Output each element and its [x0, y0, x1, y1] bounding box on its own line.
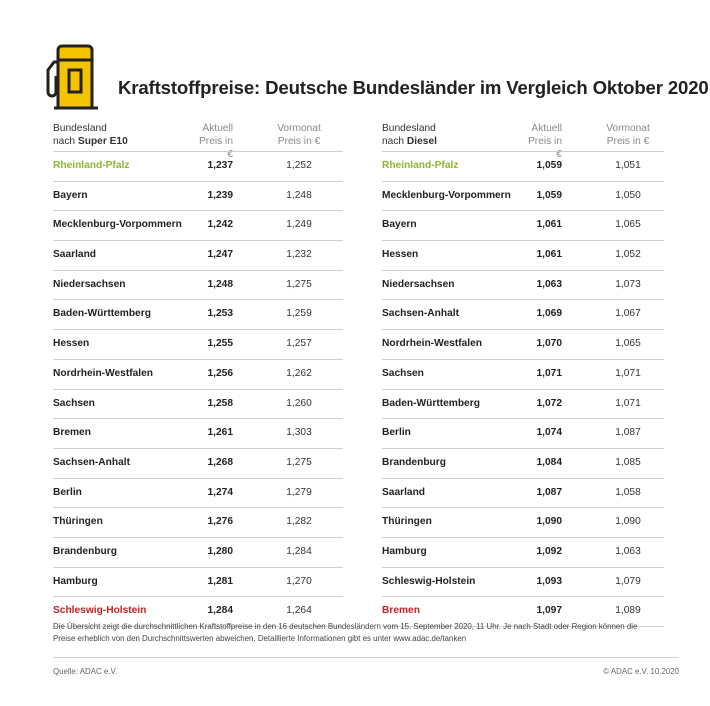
previous-price: 1,065: [615, 338, 641, 350]
previous-price: 1,051: [615, 160, 641, 171]
previous-price: 1,259: [286, 308, 312, 320]
header-label: Bundesland: [382, 123, 436, 134]
previous-price: 1,063: [615, 545, 641, 557]
state-name: Berlin: [382, 427, 411, 439]
previous-price: 1,073: [615, 278, 641, 290]
table-row: [53, 360, 343, 390]
table-row: [382, 211, 664, 241]
previous-price: 1,058: [615, 486, 641, 498]
table-row: [53, 538, 343, 568]
table-row: [53, 300, 343, 330]
previous-price: 1,089: [615, 605, 641, 617]
state-name: Rheinland-Pfalz: [382, 160, 459, 171]
table-row: [53, 241, 343, 271]
table-row: [382, 390, 664, 420]
current-price: 1,276: [207, 516, 233, 528]
state-name: Hamburg: [382, 545, 427, 557]
table-row: [382, 271, 664, 301]
current-price: 1,093: [536, 575, 562, 587]
state-name: Schleswig-Holstein: [53, 605, 147, 617]
state-name: Sachsen: [382, 367, 424, 379]
table-body: [53, 151, 343, 627]
state-name: Sachsen-Anhalt: [382, 308, 459, 320]
state-name: Baden-Württemberg: [382, 397, 480, 409]
table-row: [53, 508, 343, 538]
footnote: Die Übersicht zeigt die durchschnittlichen Kraftstoffpreise in den 16 deutschen Bundesländern vom 15. September 2020, 11 Uhr. Je nach Stadt oder Region können die Preise erheblich von den Durchschnittswerten abweichen. Detaillierte Informationen gibt es unter www.adac.de/tanken: [53, 622, 638, 644]
state-name: Rheinland-Pfalz: [53, 160, 130, 171]
table-row: [382, 568, 664, 598]
table-row: [53, 390, 343, 420]
previous-price: 1,050: [615, 189, 641, 201]
current-price: 1,247: [207, 249, 233, 261]
previous-price: 1,067: [615, 308, 641, 320]
previous-price: 1,270: [286, 575, 312, 587]
footer-divider: [53, 657, 679, 658]
state-name: Berlin: [53, 486, 82, 498]
previous-price: 1,257: [286, 338, 312, 350]
current-price: 1,072: [536, 397, 562, 409]
state-name: Mecklenburg-Vorpommern: [53, 219, 182, 231]
table-super-e10: [53, 122, 343, 617]
copyright-text: © ADAC e.V. 10.2020: [603, 667, 679, 676]
state-name: Brandenburg: [53, 545, 117, 557]
previous-price: 1,279: [286, 486, 312, 498]
header-label: Bundesland: [53, 123, 107, 134]
table-body: [382, 151, 664, 627]
current-price: 1,070: [536, 338, 562, 350]
state-name: Hessen: [382, 249, 419, 261]
current-price: 1,087: [536, 486, 562, 498]
header-label-fuel: nach Diesel: [382, 136, 437, 147]
state-name: Bayern: [382, 219, 417, 231]
header-label-fuel: nach Super E10: [53, 136, 128, 147]
column-header-vormonat: Vormonat Preis in €: [606, 123, 650, 147]
current-price: 1,261: [207, 427, 233, 439]
table-row: [382, 151, 664, 182]
column-header-bundesland: [382, 122, 437, 148]
current-price: 1,074: [536, 427, 562, 439]
table-row: [382, 479, 664, 509]
page-title: Kraftstoffpreise: Deutsche Bundesländer im Vergleich Oktober 2020: [118, 77, 709, 98]
current-price: 1,256: [207, 367, 233, 379]
table-row: [53, 449, 343, 479]
table-row: [53, 479, 343, 509]
current-price: 1,239: [207, 189, 233, 201]
previous-price: 1,262: [286, 367, 312, 379]
table-row: [382, 449, 664, 479]
header: [40, 40, 709, 114]
table-row: [53, 182, 343, 212]
previous-price: 1,090: [615, 516, 641, 528]
previous-price: 1,052: [615, 249, 641, 261]
table-row: [53, 330, 343, 360]
previous-price: 1,065: [615, 219, 641, 231]
state-name: Hessen: [53, 338, 90, 350]
previous-price: 1,087: [615, 427, 641, 439]
current-price: 1,061: [536, 219, 562, 231]
previous-price: 1,232: [286, 249, 312, 261]
current-price: 1,059: [536, 189, 562, 201]
table-row: [382, 182, 664, 212]
table-row: [53, 151, 343, 182]
state-name: Nordrhein-Westfalen: [382, 338, 482, 350]
state-name: Bremen: [382, 605, 420, 617]
table-row: [382, 300, 664, 330]
state-name: Niedersachsen: [382, 278, 455, 290]
previous-price: 1,275: [286, 456, 312, 468]
previous-price: 1,085: [615, 456, 641, 468]
table-diesel: [382, 122, 672, 617]
current-price: 1,284: [207, 605, 233, 617]
state-name: Thüringen: [53, 516, 103, 528]
current-price: 1,097: [536, 605, 562, 617]
table-row: [53, 419, 343, 449]
current-price: 1,090: [536, 516, 562, 528]
column-header-aktuell: Aktuell Preis in €: [528, 123, 562, 160]
previous-price: 1,248: [286, 189, 312, 201]
current-price: 1,253: [207, 308, 233, 320]
table-row: [382, 538, 664, 568]
state-name: Nordrhein-Westfalen: [53, 367, 153, 379]
table-header: [382, 122, 672, 160]
previous-price: 1,252: [286, 160, 312, 171]
state-name: Niedersachsen: [53, 278, 126, 290]
table-header: [53, 122, 343, 160]
current-price: 1,255: [207, 338, 233, 350]
current-price: 1,242: [207, 219, 233, 231]
state-name: Saarland: [53, 249, 97, 261]
table-row: [53, 568, 343, 598]
current-price: 1,063: [536, 278, 562, 290]
state-name: Sachsen-Anhalt: [53, 456, 130, 468]
current-price: 1,084: [536, 456, 562, 468]
current-price: 1,280: [207, 545, 233, 557]
table-row: [53, 271, 343, 301]
state-name: Hamburg: [53, 575, 98, 587]
state-name: Sachsen: [53, 397, 95, 409]
table-row: [53, 211, 343, 241]
previous-price: 1,284: [286, 545, 312, 557]
current-price: 1,258: [207, 397, 233, 409]
current-price: 1,248: [207, 278, 233, 290]
current-price: 1,268: [207, 456, 233, 468]
state-name: Mecklenburg-Vorpommern: [382, 189, 511, 201]
current-price: 1,059: [536, 160, 562, 171]
column-header-bundesland: [53, 122, 128, 148]
current-price: 1,069: [536, 308, 562, 320]
source-text: Quelle: ADAC e.V.: [53, 667, 118, 676]
previous-price: 1,249: [286, 219, 312, 231]
previous-price: 1,260: [286, 397, 312, 409]
table-row: [382, 330, 664, 360]
current-price: 1,281: [207, 575, 233, 587]
column-header-vormonat: Vormonat Preis in €: [277, 123, 321, 147]
state-name: Brandenburg: [382, 456, 446, 468]
state-name: Bremen: [53, 427, 91, 439]
column-header-aktuell: Aktuell Preis in €: [199, 123, 233, 160]
previous-price: 1,071: [615, 367, 641, 379]
previous-price: 1,079: [615, 575, 641, 587]
table-row: [382, 419, 664, 449]
state-name: Thüringen: [382, 516, 432, 528]
previous-price: 1,303: [286, 427, 312, 439]
state-name: Bayern: [53, 189, 88, 201]
state-name: Schleswig-Holstein: [382, 575, 476, 587]
current-price: 1,071: [536, 367, 562, 379]
previous-price: 1,071: [615, 397, 641, 409]
table-row: [382, 241, 664, 271]
fuel-pump-icon: [40, 40, 114, 114]
current-price: 1,237: [207, 160, 233, 171]
previous-price: 1,264: [286, 605, 312, 617]
table-row: [382, 360, 664, 390]
current-price: 1,061: [536, 249, 562, 261]
current-price: 1,092: [536, 545, 562, 557]
previous-price: 1,275: [286, 278, 312, 290]
state-name: Baden-Württemberg: [53, 308, 151, 320]
current-price: 1,274: [207, 486, 233, 498]
table-row: [382, 508, 664, 538]
previous-price: 1,282: [286, 516, 312, 528]
state-name: Saarland: [382, 486, 426, 498]
